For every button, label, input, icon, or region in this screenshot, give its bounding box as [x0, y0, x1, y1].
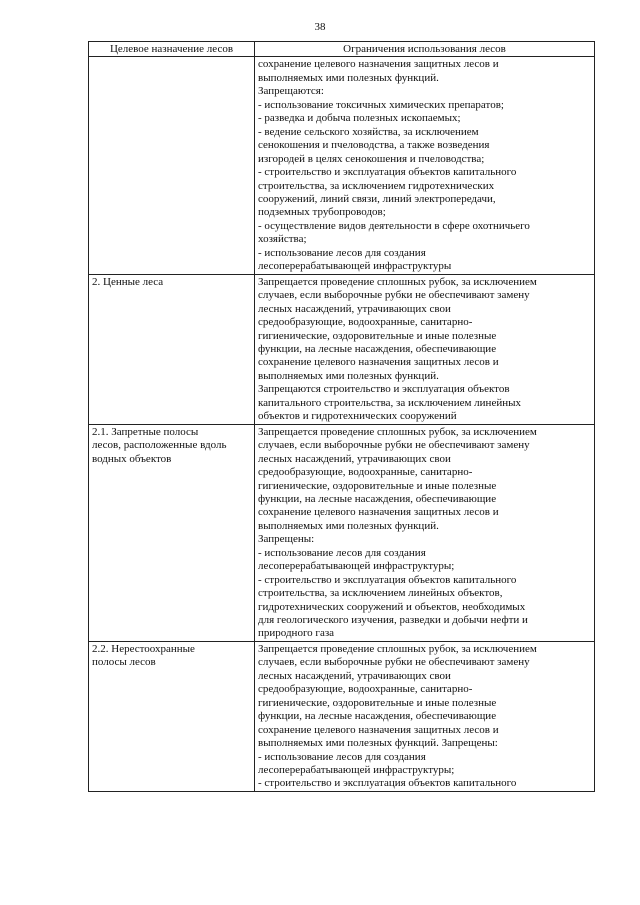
restriction-line: гигиенические, оздоровительные и иные полезные [258, 329, 497, 342]
restriction-line: Запрещены: [258, 533, 315, 546]
restriction-line: случаев, если выборочные рубки не обеспечивают замену [258, 439, 530, 452]
column-header-purpose: Целевое назначение лесов [89, 42, 255, 57]
restriction-line: - использование токсичных химических препаратов; [258, 98, 504, 111]
purpose-line: полосы лесов [92, 656, 156, 669]
restriction-line: гигиенические, оздоровительные и иные полезные [258, 479, 497, 492]
restrictions-cell [255, 641, 595, 791]
restriction-line: средообразующие, водоохранные, санитарно- [258, 466, 473, 479]
restriction-line: - использование лесов для создания [258, 246, 426, 259]
restriction-line: хозяйства; [258, 233, 307, 246]
restriction-line: Запрещаются: [258, 85, 324, 98]
restrictions-cell [255, 57, 595, 274]
restriction-line: лесных насаждений, утрачивающих свои [258, 302, 451, 315]
table-row [89, 424, 595, 641]
restriction-line: - использование лесов для создания [258, 750, 426, 763]
restriction-line: - использование лесов для создания [258, 546, 426, 559]
restriction-line: - строительство и эксплуатация объектов капитального [258, 573, 517, 586]
restriction-line: лесоперерабатывающей инфраструктуры; [258, 764, 455, 777]
purpose-cell [89, 274, 255, 424]
restriction-line: случаев, если выборочные рубки не обеспечивают замену [258, 289, 530, 302]
page-number: 38 [314, 21, 326, 33]
restriction-line: гигиенические, оздоровительные и иные полезные [258, 696, 497, 709]
restriction-line: выполняемых ими полезных функций. Запрещены: [258, 737, 498, 750]
restrictions-cell [255, 424, 595, 641]
restriction-line: выполняемых ими полезных функций. [258, 519, 439, 532]
purpose-cell [89, 424, 255, 641]
purpose-line: лесов, расположенные вдоль [92, 439, 227, 452]
restriction-line: Запрещаются строительство и эксплуатация объектов [258, 383, 510, 396]
restriction-line: сооружений, линий связи, линий электропередачи, [258, 192, 496, 205]
table-header-row [89, 42, 595, 57]
restriction-line: - осуществление видов деятельности в сфере охотничьего [258, 219, 530, 232]
purpose-line: 2.2. Нерестоохранные [92, 642, 195, 655]
restriction-line: выполняемых ими полезных функций. [258, 369, 439, 382]
purpose-line: 2. Ценные леса [92, 275, 164, 288]
restriction-line: строительства, за исключением линейных объектов, [258, 587, 503, 600]
restriction-line: изгородей в целях сенокошения и пчеловодства; [258, 152, 485, 165]
restriction-line: функции, на лесные насаждения, обеспечивающие [258, 710, 497, 723]
restriction-line: средообразующие, водоохранные, санитарно- [258, 316, 473, 329]
restriction-line: сохранение целевого назначения защитных лесов и [258, 506, 499, 519]
purpose-line: 2.1. Запретные полосы [92, 425, 199, 438]
restriction-line: - разведка и добыча полезных ископаемых; [258, 112, 461, 125]
restriction-line: - строительство и эксплуатация объектов капитального [258, 777, 517, 790]
restriction-line: средообразующие, водоохранные, санитарно- [258, 683, 473, 696]
restriction-line: лесоперерабатывающей инфраструктуры [258, 260, 452, 273]
restriction-line: для геологического изучения, разведки и добычи нефти и [258, 614, 528, 627]
restrictions-cell [255, 274, 595, 424]
restriction-line: случаев, если выборочные рубки не обеспечивают замену [258, 656, 530, 669]
table-row [89, 641, 595, 791]
purpose-line: водных объектов [92, 452, 172, 465]
restriction-line: функции, на лесные насаждения, обеспечивающие [258, 342, 497, 355]
restriction-line: подземных трубопроводов; [258, 206, 386, 219]
restriction-line: выполняемых ими полезных функций. [258, 71, 439, 84]
restriction-line: объектов и гидротехнических сооружений [258, 410, 457, 423]
restriction-line: - строительство и эксплуатация объектов капитального [258, 166, 517, 179]
restriction-line: капитального строительства, за исключением линейных [258, 396, 521, 409]
restriction-line: Запрещается проведение сплошных рубок, за исключением [258, 642, 537, 655]
column-header-restrictions: Ограничения использования лесов [255, 42, 595, 57]
restriction-line: функции, на лесные насаждения, обеспечивающие [258, 492, 497, 505]
restrictions-table [88, 41, 595, 792]
restriction-line: Запрещается проведение сплошных рубок, за исключением [258, 275, 537, 288]
restriction-line: сохранение целевого назначения защитных лесов и [258, 356, 499, 369]
restriction-line: природного газа [258, 627, 335, 640]
restriction-line: лесных насаждений, утрачивающих свои [258, 452, 451, 465]
restriction-line: лесоперерабатывающей инфраструктуры; [258, 560, 455, 573]
restriction-line: сохранение целевого назначения защитных лесов и [258, 58, 499, 71]
restriction-line: Запрещается проведение сплошных рубок, за исключением [258, 425, 537, 438]
table-body [89, 57, 595, 791]
restriction-line: гидротехнических сооружений и объектов, необходимых [258, 600, 526, 613]
restriction-line: сенокошения и пчеловодства, а также возведения [258, 139, 490, 152]
table-row [89, 57, 595, 274]
purpose-cell [89, 641, 255, 791]
restriction-line: строительства, за исключением гидротехнических [258, 179, 495, 192]
restriction-line: сохранение целевого назначения защитных лесов и [258, 723, 499, 736]
table-row [89, 274, 595, 424]
purpose-cell [89, 57, 255, 274]
restriction-line: - ведение сельского хозяйства, за исключением [258, 125, 479, 138]
restriction-line: лесных насаждений, утрачивающих свои [258, 669, 451, 682]
